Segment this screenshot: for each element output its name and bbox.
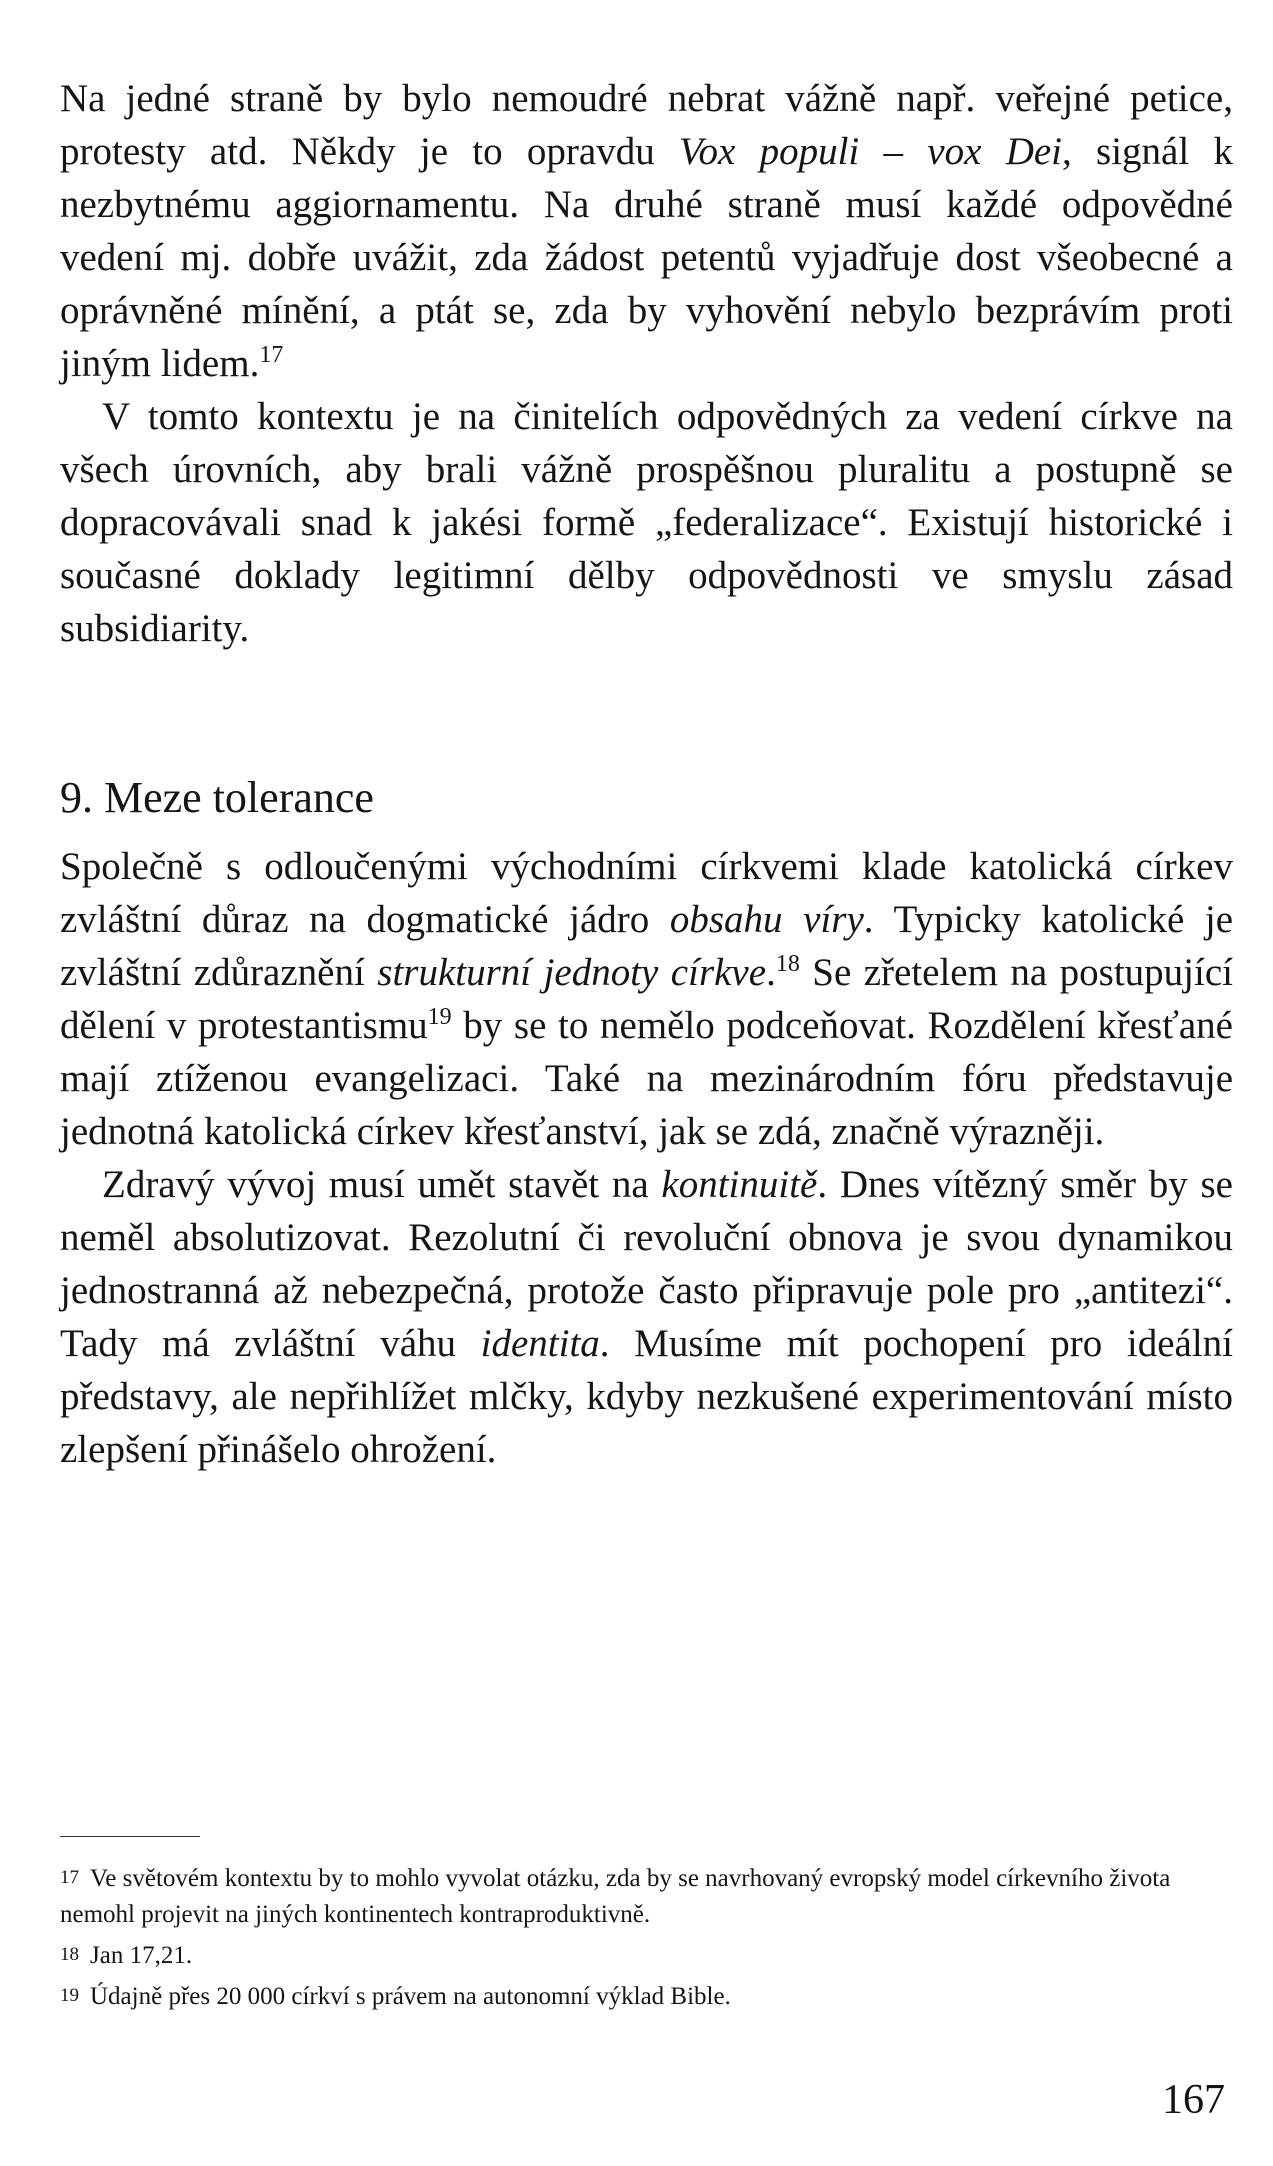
footnote-text: Jan 17,21.	[90, 1942, 193, 1969]
emphasis-unity: strukturní jednoty církve	[377, 951, 767, 994]
latin-phrase: Vox populi – vox Dei	[678, 130, 1063, 173]
paragraph-pluralism: V tomto kontextu je na činitelích odpovědných za vedení církve na všech úrovních, aby brali vážně prospěšnou pluralitu a postupně se dopracovávali snad k jakési formě „federalizace“. Existují historické i současné doklady legitimní dělby odpovědnosti ve smyslu zásad subsidiarity.	[60, 395, 1233, 650]
footnote-number: 17	[60, 1867, 79, 1888]
emphasis-identity: identita	[480, 1322, 600, 1365]
paragraph-petitions: Na jedné straně by bylo nemoudré nebrat vážně např. veřejné petice, protesty atd. Někdy je to opravdu Vox populi – vox Dei, signál k nezbytnému aggiornamentu. Na druhé straně musí každé odpovědné vedení mj. dobře uvážit, zda žádost petentů vyjadřuje dost všeobecné a oprávněné mínění, a ptát se, zda by vyhovění nebylo bezprávím proti jiným lidem.$^{17}$	[60, 77, 1233, 385]
emphasis-continuity: kontinuitě	[661, 1163, 818, 1206]
paragraph-faith-content: Společně s odloučenými východními církvemi klade katolická církev zvláštní důraz na dogmatické jádro obsahu víry. Typicky katolické je zvláštní zdůraznění strukturní jednoty církve.$^{18}$ Se zřetelem na postupující dělení v protestantismu$^{19}$ by se to nemělo podceňovat. Rozdělení křesťané mají ztíženou evangelizaci. Také na mezinárodním fóru představuje jednotná katolická církev křesťanství, jak se zdá, značně výrazněji.	[60, 845, 1234, 1153]
footnote-divider	[60, 1836, 200, 1837]
page-number: 167	[1162, 2077, 1225, 2123]
text-block-main	[60, 840, 1233, 1476]
text-block-top	[60, 72, 1233, 655]
footnote-number: 19	[60, 1985, 79, 2006]
footnote-text: Ve světovém kontextu by to mohlo vyvolat otázku, zda by se navrhovaný evropský model církevního života nemohl projevit na jiných kontinentech kontraproduktivně.	[60, 1865, 1171, 1928]
footnote-number: 18	[60, 1944, 79, 1965]
emphasis-faith: obsahu víry	[669, 898, 864, 941]
footnotes	[60, 1860, 1233, 2019]
footnote-19	[60, 1978, 1233, 2015]
footnote-ref-19[interactable]: 19	[427, 1004, 452, 1030]
footnote-ref-17[interactable]: 17	[259, 342, 284, 368]
section-heading: 9. Meze tolerance	[60, 773, 374, 822]
paragraph-continuity: Zdravý vývoj musí umět stavět na kontinuitě. Dnes vítězný směr by se neměl absolutizovat. Rezolutní či revoluční obnova je svou dynamikou jednostranná až nebezpečná, protože často připravuje pole pro „antitezi“. Tady má zvláštní váhu identita. Musíme mít pochopení pro ideální představy, ale nepřihlížet mlčky, kdyby nezkušené experimentování místo zlepšení přinášelo ohrožení.	[60, 1163, 1233, 1471]
footnote-text: Údajně přes 20 000 církví s právem na autonomní výklad Bible.	[90, 1983, 731, 2010]
footnote-ref-18[interactable]: 18	[775, 951, 800, 977]
footnote-17	[60, 1860, 1233, 1933]
footnote-18	[60, 1937, 1233, 1974]
